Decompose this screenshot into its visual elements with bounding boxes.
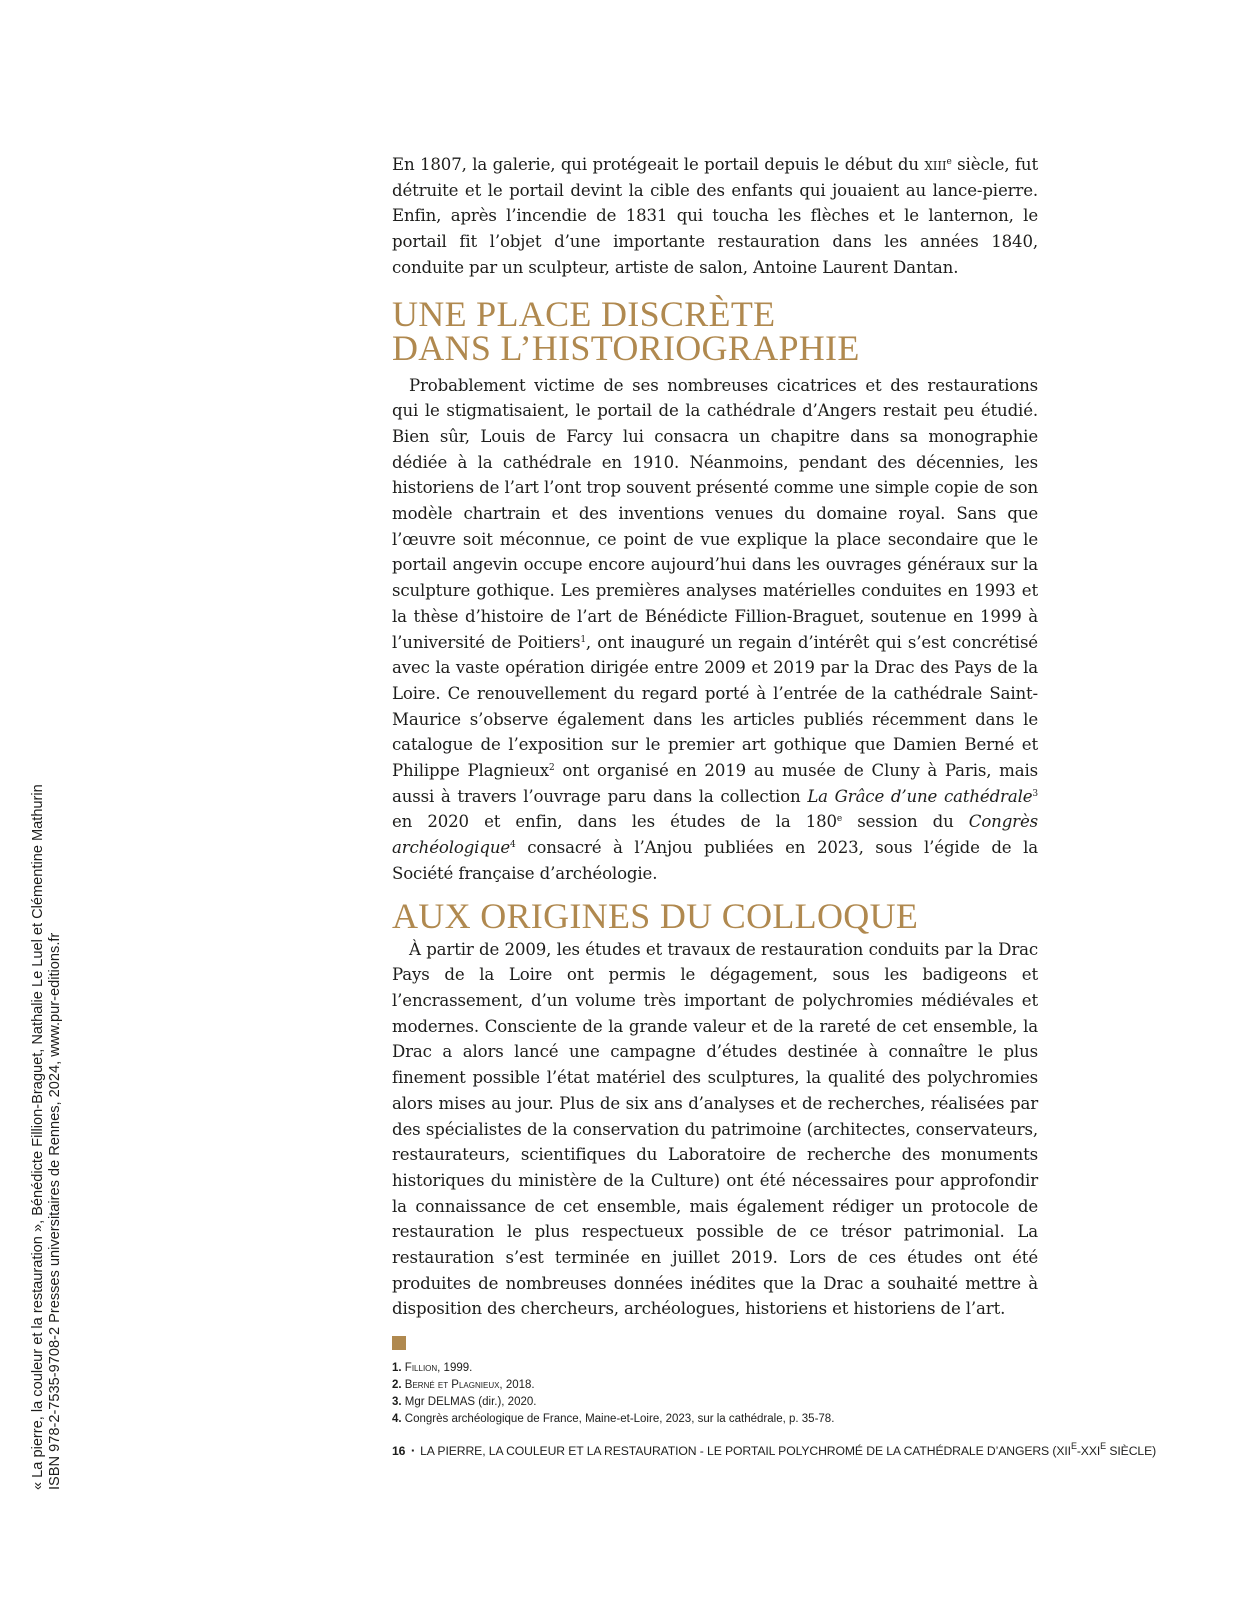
book-title: La Grâce d’une cathédrale: [807, 786, 1033, 806]
footnote-text: Fillion, 1999.: [404, 1362, 473, 1374]
text-run: siècle, fut détruite et le portail devint la cible des enfants qui jouaient au lance-pierre. Enfin, après l’incendie de 1831 qui toucha les flèches et le lanternon, le portail fit l’objet d’une importante restauration dans les années 1840, conduite par un sculpteur, artiste de salon, Antoine Laurent Dantan.: [392, 155, 1038, 277]
footnote-text: Berné et Plagnieux, 2018.: [404, 1379, 535, 1391]
heading-line: DANS L’HISTORIOGRAPHIE: [392, 327, 860, 368]
text-run: , ont inauguré un regain d’intérêt qui s’est concrétisé avec la vaste opération dirigée entre 2009 et 2019 par la Drac des Pays de la Loire. Ce renouvellement du regard porté à l’entrée de la cathédrale Saint-Maurice s’observe également dans les articles publiés récemment dans le catalogue de l’exposition sur le premier art gothique que Damien Berné et Philippe Plagnieux: [392, 632, 1038, 781]
text-run: En 1807, la galerie, qui protégeait le portail depuis le début du: [392, 155, 925, 174]
text-run: Probablement victime de ses nombreuses cicatrices et des restaurations qui le stigmatisaient, le portail de la cathédrale d’Angers restait peu étudié. Bien sûr, Louis de Farcy lui consacra un chapitre dans sa monographie dédiée à la cathédrale en 1910. Néanmoins, pendant des décennies, les historiens de l’art l’ont trop souvent présenté comme une simple copie de son modèle chartrain et des inventions venues du domaine royal. Sans que l’œuvre soit méconnue, ce point de vue explique la place secondaire que le portail angevin occupe encore aujourd’hui dans les ouvrages généraux sur la sculpture gothique. Les premières analyses matérielles conduites en 1993 et la thèse d’histoire de l’art de Bénédicte Fillion-Braguet, soutenue en 1999 à l’université de Poitiers: [392, 375, 1038, 652]
credit-line: ISBN 978-2-7535-9708-2 Presses universitaires de Rennes, 2024, www.pur-editions.fr: [47, 932, 63, 1490]
text-run: consacré à l’Anjou publiées en 2023, sous l’égide de la Société française d’archéologie.: [392, 838, 1038, 883]
historiographie-paragraph: [392, 373, 1038, 887]
footnote-number: 4.: [392, 1413, 402, 1425]
footnote-text: Congrès archéologique de France, Maine-et-Loire, 2023, sur la cathédrale, p. 35-78.: [404, 1413, 835, 1425]
intro-paragraph: [392, 152, 1038, 281]
footnote-ref-1: 1: [580, 634, 586, 645]
footnote-number: 2.: [392, 1379, 402, 1391]
footnote-item: [392, 1377, 1052, 1394]
side-credit: [30, 784, 64, 1490]
footnotes: [392, 1360, 1052, 1428]
book-title: Congrès archéologique: [392, 812, 1038, 858]
running-title-text: LA PIERRE, LA COULEUR ET LA RESTAURATION - LE PORTAIL POLYCHROMÉ DE LA CATHÉDRALE D’ANGERS (XII: [420, 1444, 1071, 1458]
credit-line: « La pierre, la couleur et la restauration », Bénédicte Fillion-Braguet, Nathalie Le Luel et Clémentine Mathurin: [30, 784, 46, 1490]
main-text-column: [392, 152, 1038, 1322]
footnote-ref-2: 2: [548, 763, 555, 774]
superscript: e: [836, 814, 843, 825]
superscript: E: [1100, 1441, 1107, 1451]
footer-separator: ▪: [411, 1446, 415, 1455]
section-heading-colloque: AUX ORIGINES DU COLLOQUE: [392, 895, 919, 936]
page-footer: [392, 1441, 1157, 1459]
superscript: e: [946, 157, 952, 167]
footnote-ref-3: 3: [1032, 788, 1038, 799]
superscript: E: [1070, 1441, 1077, 1451]
footnote-ref-4: 4: [510, 840, 516, 851]
century-numeral: xiii: [924, 155, 947, 174]
running-title: [420, 1441, 1157, 1458]
footnote-marker-square: [392, 1336, 406, 1350]
page-number: 16: [392, 1444, 406, 1458]
text-run: en 2020 et enfin, dans les études de la 180: [392, 812, 837, 832]
text-run: ont organisé en 2019 au musée de Cluny à Paris, mais aussi à travers l’ouvrage paru dans la collection: [392, 761, 1038, 806]
footnote-item: [392, 1394, 1052, 1411]
footnote-item: [392, 1360, 1052, 1377]
section-heading-historiographie: [392, 293, 1038, 368]
footnote-text: Mgr DELMAS (dir.), 2020.: [404, 1396, 537, 1408]
footnote-item: [392, 1411, 1052, 1428]
text-run: session du: [842, 812, 969, 832]
running-title-text: SIÈCLE): [1106, 1444, 1157, 1458]
footnote-number: 1.: [392, 1362, 402, 1374]
running-title-text: -XXI: [1076, 1444, 1101, 1458]
footnote-number: 3.: [392, 1396, 402, 1408]
heading-line: UNE PLACE DISCRÈTE: [392, 293, 776, 334]
colloque-paragraph: À partir de 2009, les études et travaux de restauration conduits par la Drac Pays de la Loire ont permis le dégagement, sous les badigeons et l’encrassement, d’un volume très important de polychromies médiévales et modernes. Consciente de la grande valeur et de la rareté de cet ensemble, la Drac a alors lancé une campagne d’études destinée à connaître le plus finement possible l’état matériel des sculptures, la qualité des polychromies alors mises au jour. Plus de six ans d’analyses et de recherches, réalisées par des spécialistes de la conservation du patrimoine (architectes, conservateurs, restaurateurs, scientifiques du Laboratoire de recherche des monuments historiques du ministère de la Culture) ont été nécessaires pour approfondir la connaissance de cet ensemble, mais également rédiger un protocole de restauration le plus respectueux possible de ce trésor patrimonial. La restauration s’est terminée en juillet 2019. Lors de ces études ont été produites de nombreuses données inédites que la Drac a souhaité mettre à disposition des chercheurs, archéologues, historiens et historiens de l’art.: [392, 939, 1038, 1319]
